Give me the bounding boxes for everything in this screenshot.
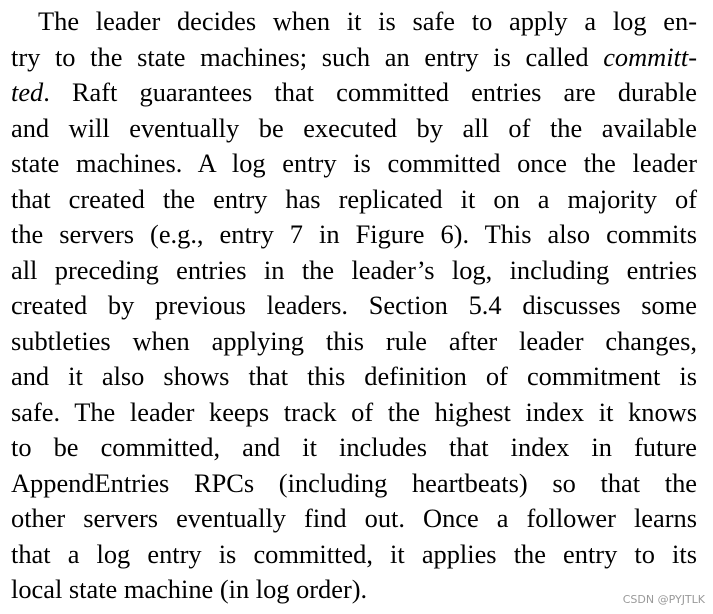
paragraph-line [11,572,697,607]
text-run: . Raft guarantees that committed entries are durable [43,77,697,107]
paragraph-line [11,395,697,430]
text-run: state machines. A log entry is committed once the leader [11,148,697,178]
text-run: subtleties when applying this rule after leader changes, [11,326,697,356]
text-run: The leader decides when it is safe to apply a log en- [38,6,697,36]
text-run: the servers (e.g., entry 7 in Figure 6). This also commits [11,219,697,249]
text-run: other servers eventually find out. Once a follower learns [11,503,697,533]
paragraph-line [11,537,697,572]
text-run: that a log entry is committed, it applies the entry to its [11,539,697,569]
text-run: to be committed, and it includes that index in future [11,432,697,462]
paragraph-line [11,466,697,501]
text-run: try to the state machines; such an entry is called [11,42,604,72]
text-run: that created the entry has replicated it on a majority of [11,184,697,214]
italic-term: ted [11,77,44,107]
text-run: safe. The leader keeps track of the highest index it knows [11,397,697,427]
paragraph-line [11,324,697,359]
text-run: and it also shows that this definition of commitment is [11,361,697,391]
paragraph-line [11,40,697,75]
paragraph-line [11,217,697,252]
watermark: CSDN @PYJTLK [622,593,705,606]
paragraph-line [11,111,697,146]
paragraph-line [11,359,697,394]
paragraph-line [11,253,697,288]
paragraph-line [38,4,697,39]
text-run: AppendEntries RPCs (including heartbeats) so that the [11,468,697,498]
paragraph-line [11,430,697,465]
paragraph-line [11,288,697,323]
paragraph-line [11,182,697,217]
text-run: all preceding entries in the leader’s log, including entries [11,255,697,285]
text-run: local state machine (in log order). [11,574,368,604]
paragraph-line [11,501,697,536]
italic-term: committ- [603,42,697,72]
paragraph-line [11,146,697,181]
text-run: and will eventually be executed by all of the available [11,113,697,143]
text-run: created by previous leaders. Section 5.4 discusses some [11,290,697,320]
paragraph-line [11,75,697,110]
